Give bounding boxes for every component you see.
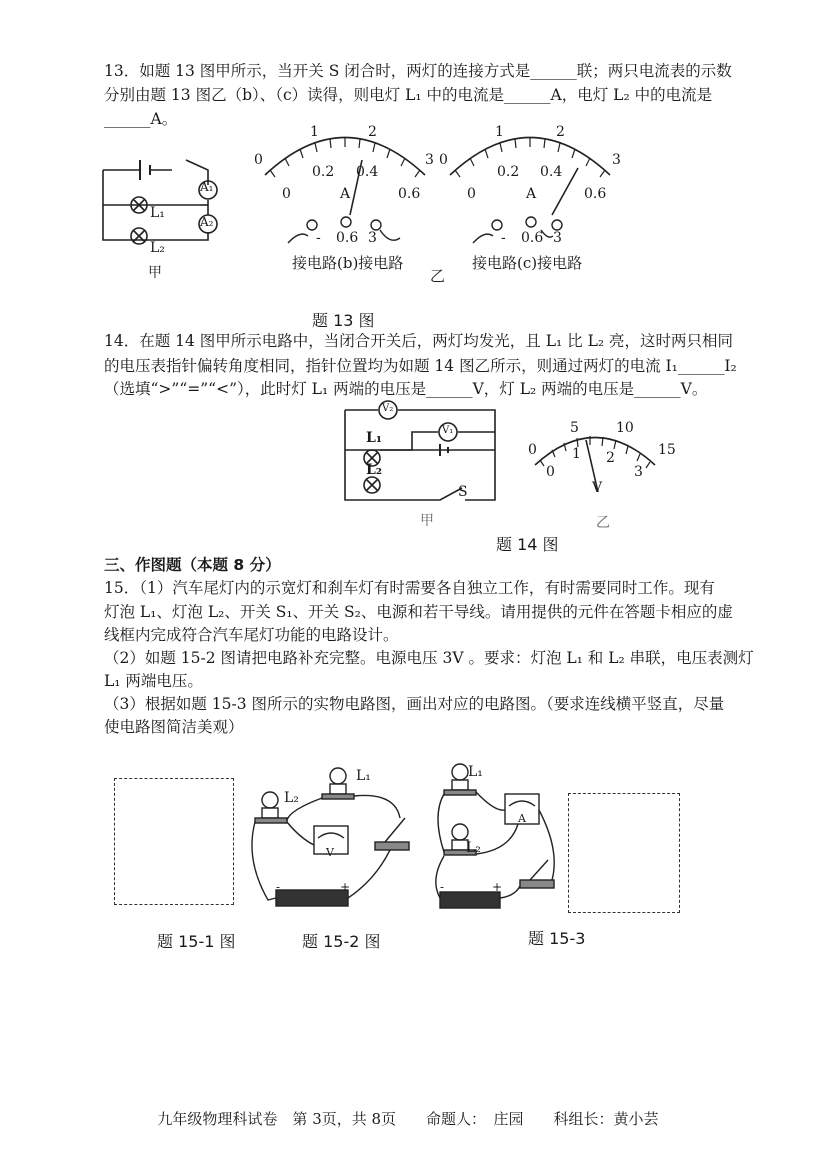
q15-line7: 使电路图简洁美观）	[104, 718, 244, 736]
q14-switch-label: S	[458, 484, 468, 500]
section3-title: 三、作图题（本题 8 分）	[104, 556, 281, 574]
q15-line5: L₁ 两端电压。	[104, 672, 203, 690]
q14-figure-caption: 题 14 图	[496, 535, 559, 554]
ammeter-a2-label: A₂	[200, 215, 214, 229]
meter-b-top-tick-0: 0	[254, 152, 263, 168]
meter-b-top-tick-1: 1	[310, 124, 319, 140]
q15-3-l2-label: L₂	[466, 840, 481, 856]
meter-b-top-tick-3: 3	[425, 152, 434, 168]
q13-line1: 13．如题 13 图甲所示，当开关 S 闭合时，两灯的连接方式是______联；两只电流表的示数	[104, 62, 732, 80]
meter-b-terminal-minus: -	[316, 230, 321, 246]
q15-2-l2-label: L₂	[284, 790, 299, 806]
q15-3-caption: 题 15-3	[528, 929, 586, 948]
meter-c-bottom-tick-2: 0.4	[540, 164, 563, 180]
q14-meter-bottom-tick-0: 0	[546, 464, 555, 480]
q15-1-caption: 题 15-1 图	[157, 932, 236, 951]
q13-figure-caption: 题 13 图	[312, 311, 375, 330]
q14-meter-bottom-tick-3: 3	[634, 464, 643, 480]
meter-b-terminal-06: 0.6	[336, 230, 359, 246]
q13-jia-caption: 甲	[148, 265, 162, 281]
q15-2-meter-label: V	[326, 846, 334, 859]
q13-line2: 分别由题 13 图乙（b）、（c）读得，则电灯 L₁ 中的电流是______A，电灯 L₂ 中的电流是	[104, 86, 713, 104]
q15-3-minus-label: -	[440, 880, 445, 894]
q15-2-l1-label: L₁	[356, 768, 371, 784]
meter-b-unit: A	[340, 186, 351, 202]
q15-line2: 灯泡 L₁、灯泡 L₂、开关 S₁、开关 S₂、电源和若干导线。请用提供的元件在答题卡相应的虚	[104, 603, 733, 621]
q14-jia-caption: 甲	[420, 513, 434, 529]
meter-c-top-tick-0: 0	[439, 152, 448, 168]
q14-lamp-l2-label: L₂	[366, 462, 382, 478]
q14-line1: 14．在题 14 图甲所示电路中，当闭合开关后，两灯均发光，且 L₁ 比 L₂ 亮，这时两只相同	[104, 332, 734, 350]
voltmeter-v1-label: V₁	[442, 425, 454, 436]
lamp-l1-label: L₁	[150, 205, 165, 221]
q15-2-minus-label: -	[276, 880, 281, 894]
meter-b-bottom-tick-3: 0.6	[398, 186, 421, 202]
ammeter-a1-label: A₁	[200, 180, 214, 194]
meter-c-bottom-tick-0: 0	[467, 186, 476, 202]
q15-3-plus-label: +	[492, 880, 503, 894]
q14-meter-top-tick-15: 15	[658, 442, 676, 458]
meter-c-unit: A	[526, 186, 537, 202]
q15-line1: 15．（1）汽车尾灯内的示宽灯和刹车灯有时需要各自独立工作，有时需要同时工作。现有	[104, 579, 715, 597]
meter-b-bottom-tick-0: 0	[282, 186, 291, 202]
q15-line4: （2）如题 15-2 图请把电路补充完整。电源电压 3V 。要求：灯泡 L₁ 和 L₂ 串联，电压表测灯	[104, 649, 754, 667]
q15-line3: 线框内完成符合汽车尾灯功能的电路设计。	[104, 626, 399, 644]
meter-c-bottom-tick-3: 0.6	[584, 186, 607, 202]
meter-b-caption: 接电路(b)接电路	[292, 254, 404, 272]
q14-meter-top-tick-0: 0	[528, 442, 537, 458]
page-footer: 九年级物理科试卷 第 3页，共 8页 命题人： 庄园 科组长：黄小芸	[157, 1110, 659, 1128]
q15-2-caption: 题 15-2 图	[302, 932, 381, 951]
lamp-l2-label: L₂	[150, 240, 165, 256]
q14-yi-caption: 乙	[596, 515, 610, 531]
q13-yi-label: 乙	[430, 267, 446, 285]
q14-meter-bottom-tick-2: 2	[606, 450, 615, 466]
q13-line3: ______A。	[104, 110, 178, 128]
meter-c-top-tick-2: 2	[556, 124, 565, 140]
meter-c-top-tick-1: 1	[495, 124, 504, 140]
meter-c-top-tick-3: 3	[612, 152, 621, 168]
q14-line3: （选填“>”“=”“<”），此时灯 L₁ 两端的电压是______V，灯 L₂ 两端的电压是______V。	[104, 380, 708, 398]
q14-lamp-l1-label: L₁	[366, 430, 382, 446]
q15-2-plus-label: +	[340, 880, 351, 894]
q15-3-meter-label: A	[518, 812, 526, 825]
q15-3-answer-box	[568, 793, 680, 913]
meter-c-terminal-minus: -	[501, 230, 506, 246]
q14-meter-top-tick-5: 5	[570, 420, 579, 436]
meter-b-terminal-3: 3	[368, 230, 377, 246]
q15-line6: （3）根据如题 15-3 图所示的实物电路图，画出对应的电路图。（要求连线横平竖直，尽量	[104, 695, 725, 713]
meter-c-terminal-06: 0.6	[521, 230, 544, 246]
meter-c-caption: 接电路(c)接电路	[472, 254, 583, 272]
meter-c-bottom-tick-1: 0.2	[497, 164, 520, 180]
meter-b-bottom-tick-1: 0.2	[312, 164, 335, 180]
q15-3-l1-label: L₁	[468, 764, 483, 780]
meter-b-top-tick-2: 2	[368, 124, 377, 140]
q14-meter-unit: V	[592, 480, 603, 496]
voltmeter-v2-label: V₂	[382, 403, 394, 414]
q14-line2: 的电压表指针偏转角度相同，指针位置均为如题 14 图乙所示，则通过两灯的电流 I₁______I₂	[104, 357, 737, 375]
q14-meter-bottom-tick-1: 1	[572, 446, 581, 462]
meter-c-terminal-3: 3	[553, 230, 562, 246]
q14-meter-top-tick-10: 10	[616, 420, 634, 436]
meter-b-bottom-tick-2: 0.4	[356, 164, 379, 180]
